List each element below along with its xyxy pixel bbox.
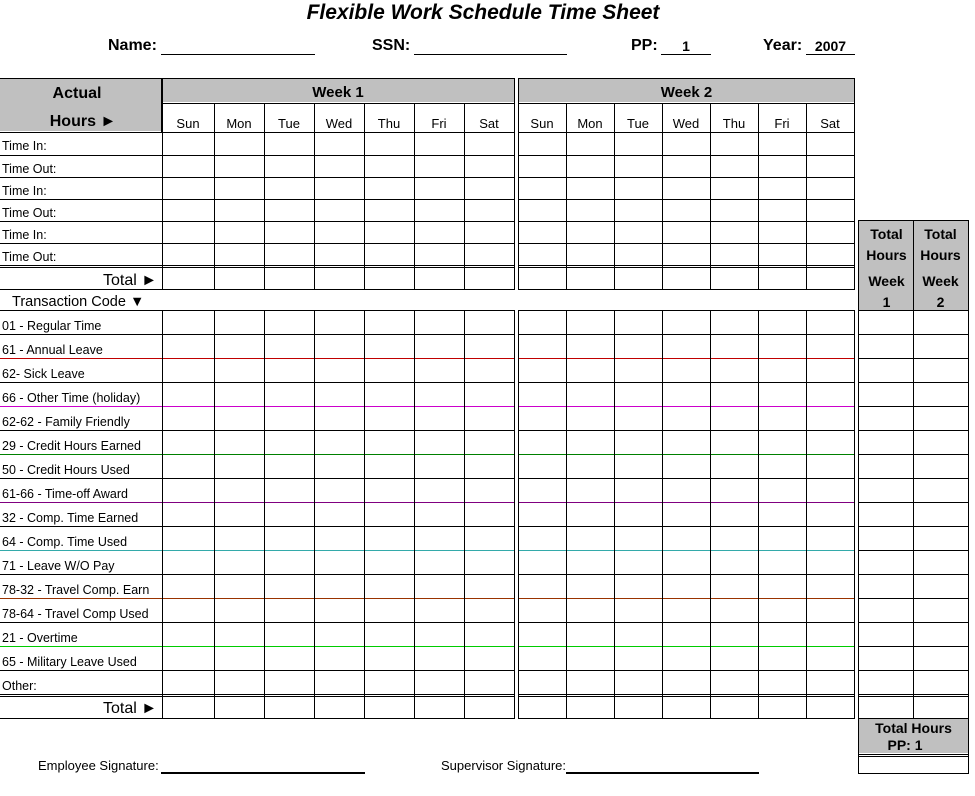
col-line (364, 103, 365, 290)
col-line (968, 220, 969, 719)
time-row-label: Time In: (2, 228, 47, 242)
employee-signature-field[interactable] (161, 772, 365, 774)
row-line (0, 550, 514, 551)
row-line (0, 155, 514, 156)
row-line (0, 718, 514, 719)
row-line (518, 267, 854, 268)
transaction-row-label: 71 - Leave W/O Pay (2, 559, 115, 573)
row-line (518, 430, 854, 431)
tw1-l3: 1 (882, 294, 891, 310)
row-line (518, 718, 854, 719)
col-line (566, 103, 567, 290)
transaction-row-label: 29 - Credit Hours Earned (2, 439, 141, 453)
row-line (518, 310, 854, 311)
row-line (518, 221, 854, 222)
col-line (364, 310, 365, 719)
day-header-w1-wed: Wed (325, 116, 353, 131)
col-line (806, 310, 807, 719)
row-line (858, 754, 968, 755)
transaction-row-label: 61-66 - Time-off Award (2, 487, 128, 501)
transaction-row-label: 50 - Credit Hours Used (2, 463, 130, 477)
day-header-w1-tue: Tue (278, 116, 300, 131)
transaction-code-label: Transaction Code ▼ (12, 294, 145, 310)
row-line (518, 265, 854, 266)
col-line (710, 310, 711, 719)
row-line (518, 103, 854, 104)
row-line (0, 406, 514, 407)
transaction-row-label: 64 - Comp. Time Used (2, 535, 128, 549)
col-line (858, 220, 859, 719)
day-header-w2-tue: Tue (627, 116, 649, 131)
row-line (518, 622, 854, 623)
total2-label: Total ► (103, 700, 158, 717)
row-line (518, 550, 854, 551)
year-value: 2007 (814, 38, 847, 54)
transaction-row-label: 32 - Comp. Time Earned (2, 511, 139, 525)
row-line (0, 78, 514, 79)
tw2-l2: Week (922, 273, 959, 289)
transaction-row-label: 66 - Other Time (holiday) (2, 391, 141, 405)
row-line (518, 243, 854, 244)
row-line (0, 310, 514, 311)
col-line (858, 718, 859, 774)
col-line (162, 310, 163, 719)
time-row-label: Time Out: (2, 250, 57, 264)
row-line (0, 430, 514, 431)
year-label: Year: (763, 37, 803, 54)
col-line (464, 103, 465, 290)
row-line (518, 598, 854, 599)
row-line (0, 267, 514, 268)
row-line (0, 598, 514, 599)
row-line (0, 694, 514, 695)
row-line (0, 358, 514, 359)
col-line (662, 310, 663, 719)
week2-label: Week 2 (660, 84, 713, 101)
day-header-w1-mon: Mon (226, 116, 252, 131)
row-line (518, 696, 854, 697)
row-line (518, 454, 854, 455)
row-line (0, 574, 514, 575)
row-line (518, 199, 854, 200)
row-line (0, 221, 514, 222)
col-line (614, 310, 615, 719)
day-header-w1-sat: Sat (479, 116, 499, 131)
col-line (758, 103, 759, 290)
row-line (0, 177, 514, 178)
col-line (913, 220, 914, 719)
row-line (518, 502, 854, 503)
time-row-label: Time Out: (2, 162, 57, 176)
col-line (214, 310, 215, 719)
row-line (518, 406, 854, 407)
total-label: Total ► (103, 272, 158, 289)
day-header-w2-sun: Sun (530, 116, 554, 131)
col-line (662, 103, 663, 290)
row-line (0, 670, 514, 671)
col-line (214, 103, 215, 290)
day-header-w1-thu: Thu (377, 116, 401, 131)
row-line (518, 177, 854, 178)
tw2-l3: 2 (936, 294, 945, 310)
day-header-w2-wed: Wed (672, 116, 700, 131)
row-line (0, 502, 514, 503)
col-line (162, 78, 163, 290)
pp-total-title: Total Hours (875, 720, 952, 736)
row-line (0, 478, 514, 479)
col-line (514, 310, 515, 719)
transaction-row-label: 01 - Regular Time (2, 319, 102, 333)
col-line (854, 78, 855, 290)
pp-value: 1 (682, 38, 690, 54)
row-line (0, 622, 514, 623)
row-line (0, 199, 514, 200)
transaction-row-label: 78-64 - Travel Comp Used (2, 607, 149, 621)
row-line (518, 358, 854, 359)
col-line (566, 310, 567, 719)
row-line (0, 289, 514, 290)
transaction-row-label: 65 - Military Leave Used (2, 655, 137, 669)
supervisor-signature-field[interactable] (566, 772, 759, 774)
col-line (806, 103, 807, 290)
day-header-w2-thu: Thu (722, 116, 746, 131)
tw2-l1: Hours (920, 247, 961, 263)
transaction-row-label: 62-62 - Family Friendly (2, 415, 130, 429)
col-line (854, 310, 855, 719)
col-line (414, 103, 415, 290)
tw2-l0: Total (924, 226, 957, 242)
row-line (0, 526, 514, 527)
col-line (518, 78, 519, 290)
tw1-l1: Hours (866, 247, 907, 263)
name-label: Name: (108, 37, 157, 54)
col-line (514, 78, 515, 290)
col-line (264, 310, 265, 719)
day-header-w2-sat: Sat (820, 116, 840, 131)
ssn-field[interactable] (414, 54, 567, 55)
transaction-row-label: Other: (2, 679, 37, 693)
row-line (518, 694, 854, 695)
col-line (314, 310, 315, 719)
col-line (614, 103, 615, 290)
time-row-label: Time In: (2, 139, 47, 153)
col-line (161, 78, 162, 132)
row-line (858, 756, 968, 757)
row-line (518, 289, 854, 290)
row-line (518, 155, 854, 156)
employee-signature-label: Employee Signature: (38, 758, 159, 773)
row-line (0, 243, 514, 244)
row-line (0, 132, 514, 133)
pp-label: PP: (631, 37, 658, 54)
supervisor-signature-label: Supervisor Signature: (441, 758, 567, 773)
row-line (518, 526, 854, 527)
row-line (518, 334, 854, 335)
transaction-row-label: 21 - Overtime (2, 631, 78, 645)
time-row-label: Time In: (2, 184, 47, 198)
row-line (0, 646, 514, 647)
row-line (0, 382, 514, 383)
transaction-row-label: 61 - Annual Leave (2, 343, 103, 357)
col-line (464, 310, 465, 719)
col-line (968, 718, 969, 774)
day-header-w1-fri: Fri (431, 116, 447, 131)
actual-label: Actual (52, 85, 102, 102)
col-line (710, 103, 711, 290)
week1-label: Week 1 (312, 84, 364, 101)
day-header-w2-mon: Mon (577, 116, 603, 131)
row-line (0, 265, 514, 266)
row-line (518, 574, 854, 575)
row-line (518, 78, 854, 79)
row-line (0, 696, 514, 697)
col-line (414, 310, 415, 719)
row-line (518, 478, 854, 479)
col-line (758, 310, 759, 719)
row-line (518, 382, 854, 383)
ssn-label: SSN: (372, 37, 411, 54)
row-line (858, 773, 968, 774)
col-line (518, 310, 519, 719)
pp-total-sub: PP: 1 (887, 737, 923, 753)
time-row-label: Time Out: (2, 206, 57, 220)
row-line (518, 646, 854, 647)
row-line (518, 132, 854, 133)
col-line (264, 103, 265, 290)
row-line (518, 670, 854, 671)
row-line (0, 454, 514, 455)
day-header-w2-fri: Fri (774, 116, 790, 131)
hours-label: Hours ► (49, 113, 117, 130)
page-title: Flexible Work Schedule Time Sheet (306, 1, 660, 24)
transaction-row-label: 62- Sick Leave (2, 367, 85, 381)
row-line (0, 334, 514, 335)
tw1-l2: Week (868, 273, 905, 289)
tw1-l0: Total (870, 226, 903, 242)
name-field[interactable] (161, 54, 315, 55)
col-line (314, 103, 315, 290)
transaction-row-label: 78-32 - Travel Comp. Earn (2, 583, 150, 597)
day-header-w1-sun: Sun (176, 116, 200, 131)
